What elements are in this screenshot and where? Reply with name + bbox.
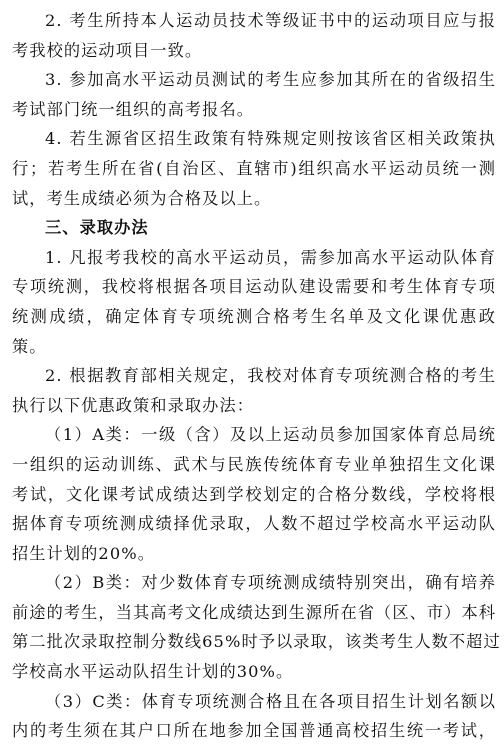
paragraph-line: 3. 参加高水平运动员测试的考生应参加其所在的省级招生 (45, 70, 496, 90)
paragraph-line: 2. 考生所持本人运动员技术等级证书中的运动项目应与报 (45, 11, 496, 30)
paragraph-line: 据体育专项统测成绩择优录取，人数不超过学校高水平运动队 (12, 514, 496, 534)
paragraph-line: （1）A类：一级（含）及以上运动员参加国家体育总局统 (45, 425, 496, 445)
paragraph-line: 试，考生成绩必须为合格及以上。 (12, 188, 272, 208)
paragraph-line: 4. 若生源省区招生政策有特殊规定则按该省区相关政策执 (45, 129, 496, 149)
document-body (12, 6, 501, 746)
paragraph-line: 学校高水平运动队招生计划的30%。 (12, 662, 294, 682)
paragraph-line: （3）C类：体育专项统测合格且在各项目招生计划名额以 (45, 691, 496, 711)
paragraph-line: 考试，文化课考试成绩达到学校划定的合格分数线，学校将根 (12, 484, 496, 504)
paragraph-line: 执行以下优惠政策和录取办法： (12, 395, 255, 415)
paragraph-line: 内的考生须在其户口所在地参加全国普通高校招生统一考试， (12, 721, 496, 741)
paragraph-line: 一组织的运动训练、武术与民族传统体育专业单独招生文化课 (12, 454, 496, 474)
paragraph-line: 考试部门统一组织的高考报名。 (12, 99, 255, 119)
paragraph-line: （2）B类：对少数体育专项统测成绩特别突出，确有培养 (45, 573, 496, 593)
paragraph-line: 统测成绩，确定体育专项统测合格考生名单及文化课优惠政 (12, 306, 496, 326)
section-heading: 三、录取办法 (45, 218, 149, 238)
paragraph-line: 专项统测，我校将根据各项目运动队建设需要和考生体育专项 (12, 277, 496, 297)
paragraph-line: 策。 (12, 336, 47, 356)
paragraph-line: 2. 根据教育部相关规定，我校对体育专项统测合格的考生 (45, 366, 496, 386)
paragraph-line: 招生计划的20%。 (12, 543, 156, 563)
paragraph-line: 1. 凡报考我校的高水平运动员，需参加高水平运动队体育 (45, 247, 496, 267)
paragraph-line: 考我校的运动项目一致。 (12, 40, 203, 60)
paragraph-line: 行；若考生所在省(自治区、直辖市)组织高水平运动员统一测 (12, 158, 496, 178)
paragraph-line: 前途的考生，当其高考文化成绩达到生源所在省（区、市）本科 (12, 602, 497, 622)
document-page (12, 6, 501, 746)
paragraph-line: 第二批次录取控制分数线65%时予以录取，该类考生人数不超过 (12, 632, 501, 652)
